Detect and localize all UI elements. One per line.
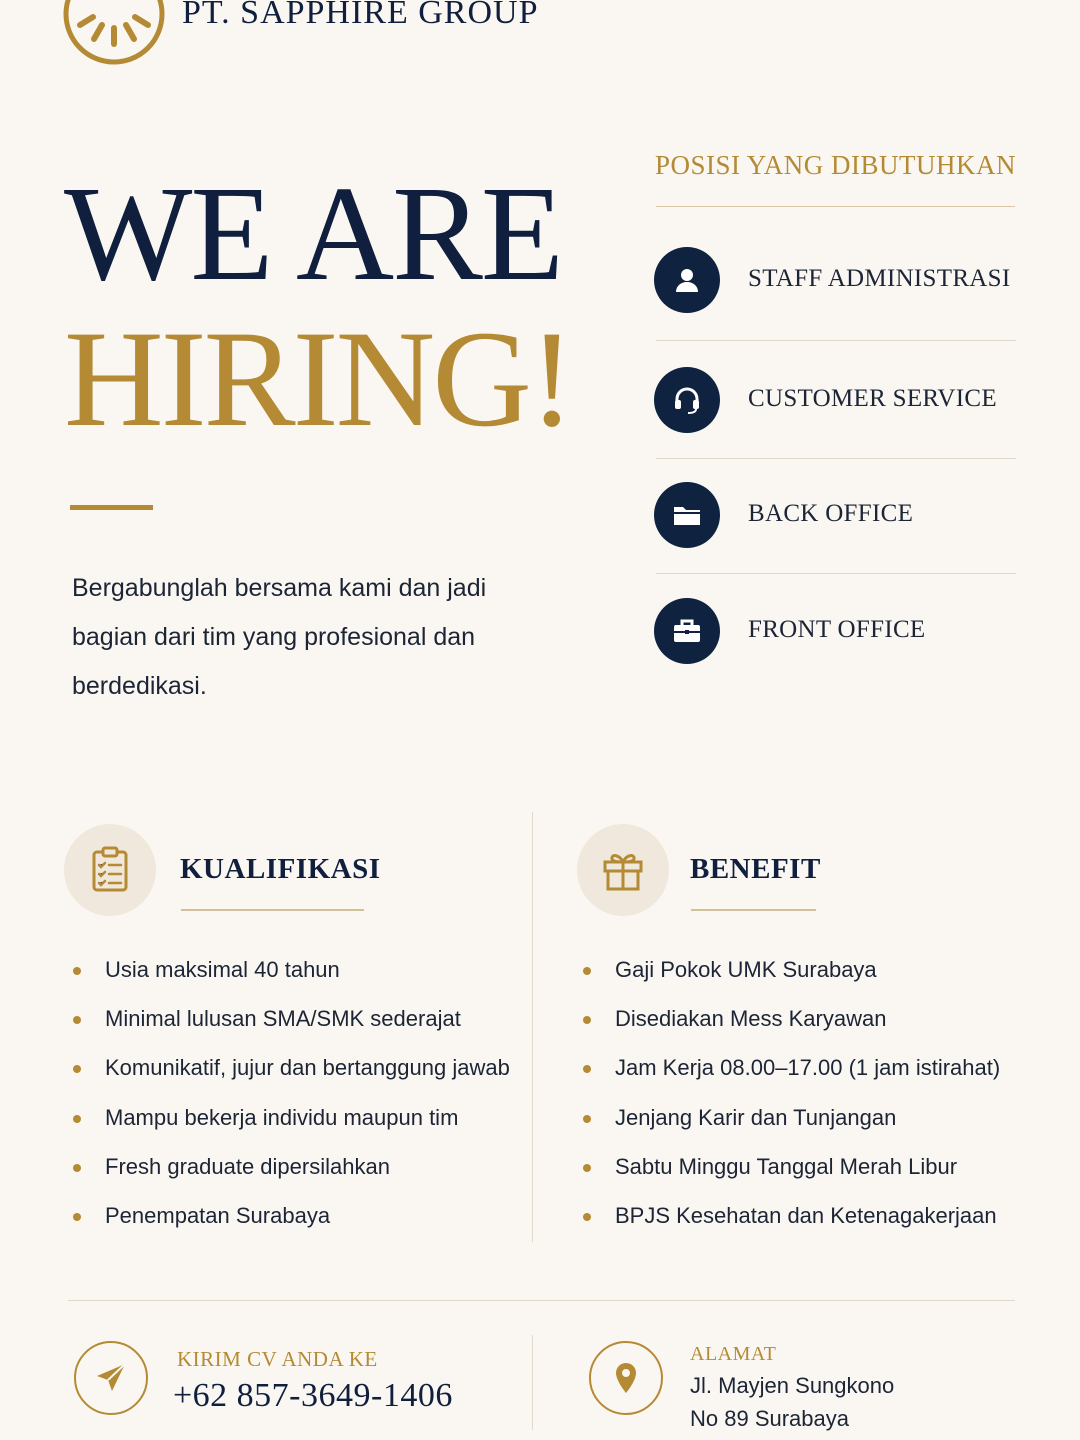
list-item: Jam Kerja 08.00–17.00 (1 jam istirahat): [583, 1054, 1000, 1103]
list-item: Sabtu Minggu Tanggal Merah Libur: [583, 1153, 1000, 1202]
list-item: Jenjang Karir dan Tunjangan: [583, 1104, 1000, 1153]
position-separator: [656, 573, 1016, 574]
hero-divider: [70, 505, 153, 510]
position-item-back-office: [654, 482, 1016, 550]
company-logo: [62, 0, 166, 66]
position-label: CUSTOMER SERVICE: [748, 385, 997, 412]
qualifications-divider: [181, 909, 364, 911]
folder-icon: [654, 482, 720, 548]
benefits-list: [583, 956, 1000, 1251]
position-item-staff-administrasi: [654, 247, 1016, 315]
phone-number[interactable]: +62 857-3649-1406: [173, 1377, 453, 1414]
position-separator: [656, 340, 1016, 341]
position-separator: [656, 458, 1016, 459]
column-divider: [532, 812, 533, 1242]
footer-column-divider: [532, 1335, 533, 1430]
intro-text: Bergabunglah bersama kami dan jadi bagian dari tim yang profesional dan berdedikasi.: [72, 574, 487, 700]
headset-icon: [654, 367, 720, 433]
hero-title-line1: WE ARE: [64, 159, 562, 309]
address-line-2: No 89 Surabaya: [690, 1406, 849, 1431]
address-line-1: Jl. Mayjen Sungkono: [690, 1373, 895, 1398]
sunburst-logo-icon: [62, 0, 166, 66]
benefits-title: BENEFIT: [690, 853, 821, 885]
list-item: Mampu bekerja individu maupun tim: [73, 1104, 510, 1153]
list-item: Penempatan Surabaya: [73, 1202, 510, 1251]
position-label: BACK OFFICE: [748, 500, 914, 527]
user-icon: [654, 247, 720, 313]
qualifications-title: KUALIFIKASI: [180, 853, 381, 885]
gift-icon: [577, 824, 669, 916]
position-item-front-office: [654, 598, 1016, 666]
list-item: Disediakan Mess Karyawan: [583, 1005, 1000, 1054]
list-item: Usia maksimal 40 tahun: [73, 956, 510, 1005]
list-item: Fresh graduate dipersilahkan: [73, 1153, 510, 1202]
position-label: STAFF ADMINISTRASI: [748, 265, 1011, 292]
footer-divider: [68, 1300, 1015, 1301]
cv-label: KIRIM CV ANDA KE: [177, 1347, 378, 1371]
map-pin-icon: [589, 1341, 663, 1415]
benefits-divider: [691, 909, 816, 911]
address-label: ALAMAT: [690, 1343, 777, 1365]
qualifications-list: [73, 956, 510, 1251]
briefcase-icon: [654, 598, 720, 664]
position-item-customer-service: [654, 367, 1016, 435]
list-item: BPJS Kesehatan dan Ketenagakerjaan: [583, 1202, 1000, 1251]
hero-title-line2: HIRING!: [64, 302, 572, 455]
paper-plane-icon: [74, 1341, 148, 1415]
positions-divider: [656, 206, 1015, 207]
clipboard-icon: [64, 824, 156, 916]
list-item: Gaji Pokok UMK Surabaya: [583, 956, 1000, 1005]
positions-title: POSISI YANG DIBUTUHKAN: [655, 150, 1017, 180]
list-item: Komunikatif, jujur dan bertanggung jawab: [73, 1054, 510, 1103]
position-label: FRONT OFFICE: [748, 616, 926, 643]
list-item: Minimal lulusan SMA/SMK sederajat: [73, 1005, 510, 1054]
company-name: PT. SAPPHIRE GROUP: [182, 0, 539, 31]
